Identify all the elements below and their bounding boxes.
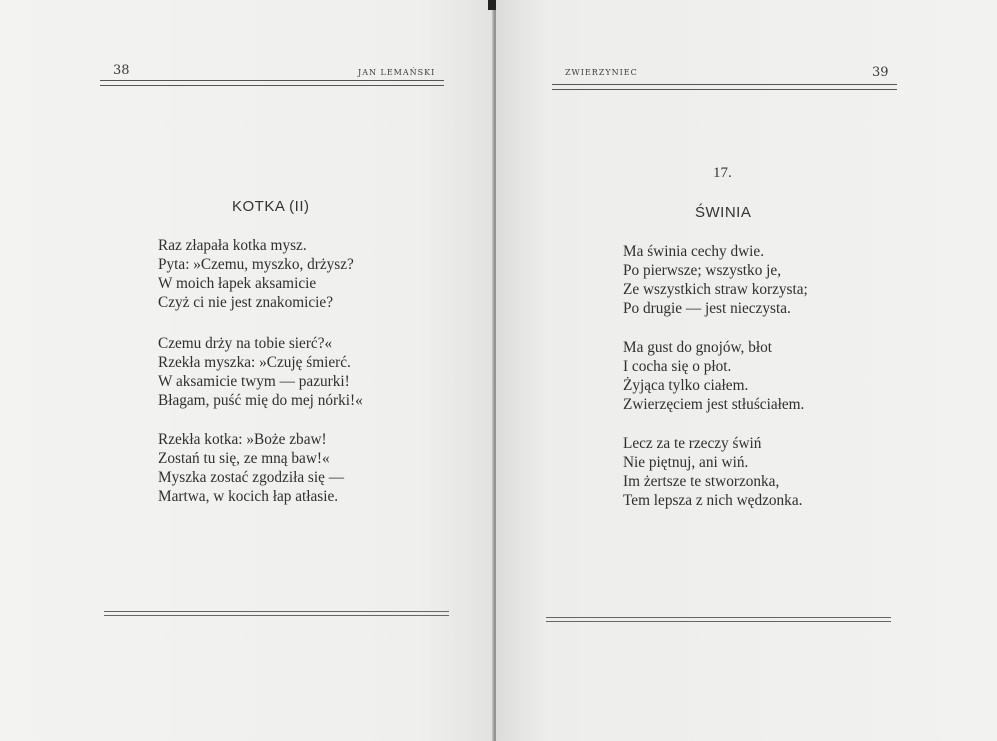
verse-line: Ma gust do gnojów, błot xyxy=(623,339,773,356)
running-head-left: JAN LEMAŃSKI xyxy=(358,68,436,77)
verse-line: Rzekła kotka: »Boże zbaw! xyxy=(158,431,327,448)
left-page xyxy=(0,0,494,741)
header-rule-left xyxy=(100,80,444,86)
stanza-right-3 xyxy=(623,434,802,510)
verse-line: Nie piętnuj, ani wiń. xyxy=(623,454,749,471)
page-number-left: 38 xyxy=(113,63,130,78)
right-page xyxy=(496,0,997,741)
verse-line: Im żertsze te stworzonka, xyxy=(623,473,780,490)
poem-number: 17. xyxy=(713,165,732,181)
verse-line: Rzekła myszka: »Czuję śmierć. xyxy=(158,354,351,371)
verse-line: Po pierwsze; wszystko je, xyxy=(623,262,782,279)
stanza-left-2 xyxy=(158,334,363,410)
stanza-left-1 xyxy=(158,236,354,312)
verse-line: Tem lepsza z nich wędzonka. xyxy=(623,492,803,509)
poem-title-left: KOTKA (II) xyxy=(232,198,310,215)
verse-line: Po drugie — jest nieczysta. xyxy=(623,300,791,317)
header-rule-right xyxy=(552,84,897,90)
verse-line: Zwierzęciem jest stłuściałem. xyxy=(623,396,805,413)
verse-line: Lecz za te rzeczy świń xyxy=(623,435,762,452)
stanza-right-2 xyxy=(623,338,804,414)
verse-line: W aksamicie twym — pazurki! xyxy=(158,373,350,390)
verse-line: Czyż ci nie jest znakomicie? xyxy=(158,294,333,311)
verse-line: Raz złapała kotka mysz. xyxy=(158,237,307,254)
verse-line: Ze wszystkich straw korzysta; xyxy=(623,281,808,298)
verse-line: Błagam, puść mię do mej nórki!« xyxy=(158,392,363,409)
page-number-right: 39 xyxy=(872,65,889,80)
footer-rule-left xyxy=(104,611,449,616)
verse-line: Zostań tu się, ze mną baw!« xyxy=(158,450,330,467)
running-head-right: ZWIERZYNIEC xyxy=(565,68,638,77)
stanza-right-1 xyxy=(623,242,808,318)
verse-line: Czemu drży na tobie sierć?« xyxy=(158,335,333,352)
verse-line: Pyta: »Czemu, myszko, drżysz? xyxy=(158,256,354,273)
verse-line: I cocha się o płot. xyxy=(623,358,732,375)
footer-rule-right xyxy=(546,617,891,622)
stanza-left-3 xyxy=(158,430,344,506)
verse-line: Ma świnia cechy dwie. xyxy=(623,243,765,260)
verse-line: Myszka zostać zgodziła się — xyxy=(158,469,345,486)
poem-title-right: ŚWINIA xyxy=(695,204,752,221)
verse-line: W moich łapek aksamicie xyxy=(158,275,317,292)
verse-line: Martwa, w kocich łap atłasie. xyxy=(158,488,339,505)
verse-line: Żyjąca tylko ciałem. xyxy=(623,377,749,394)
